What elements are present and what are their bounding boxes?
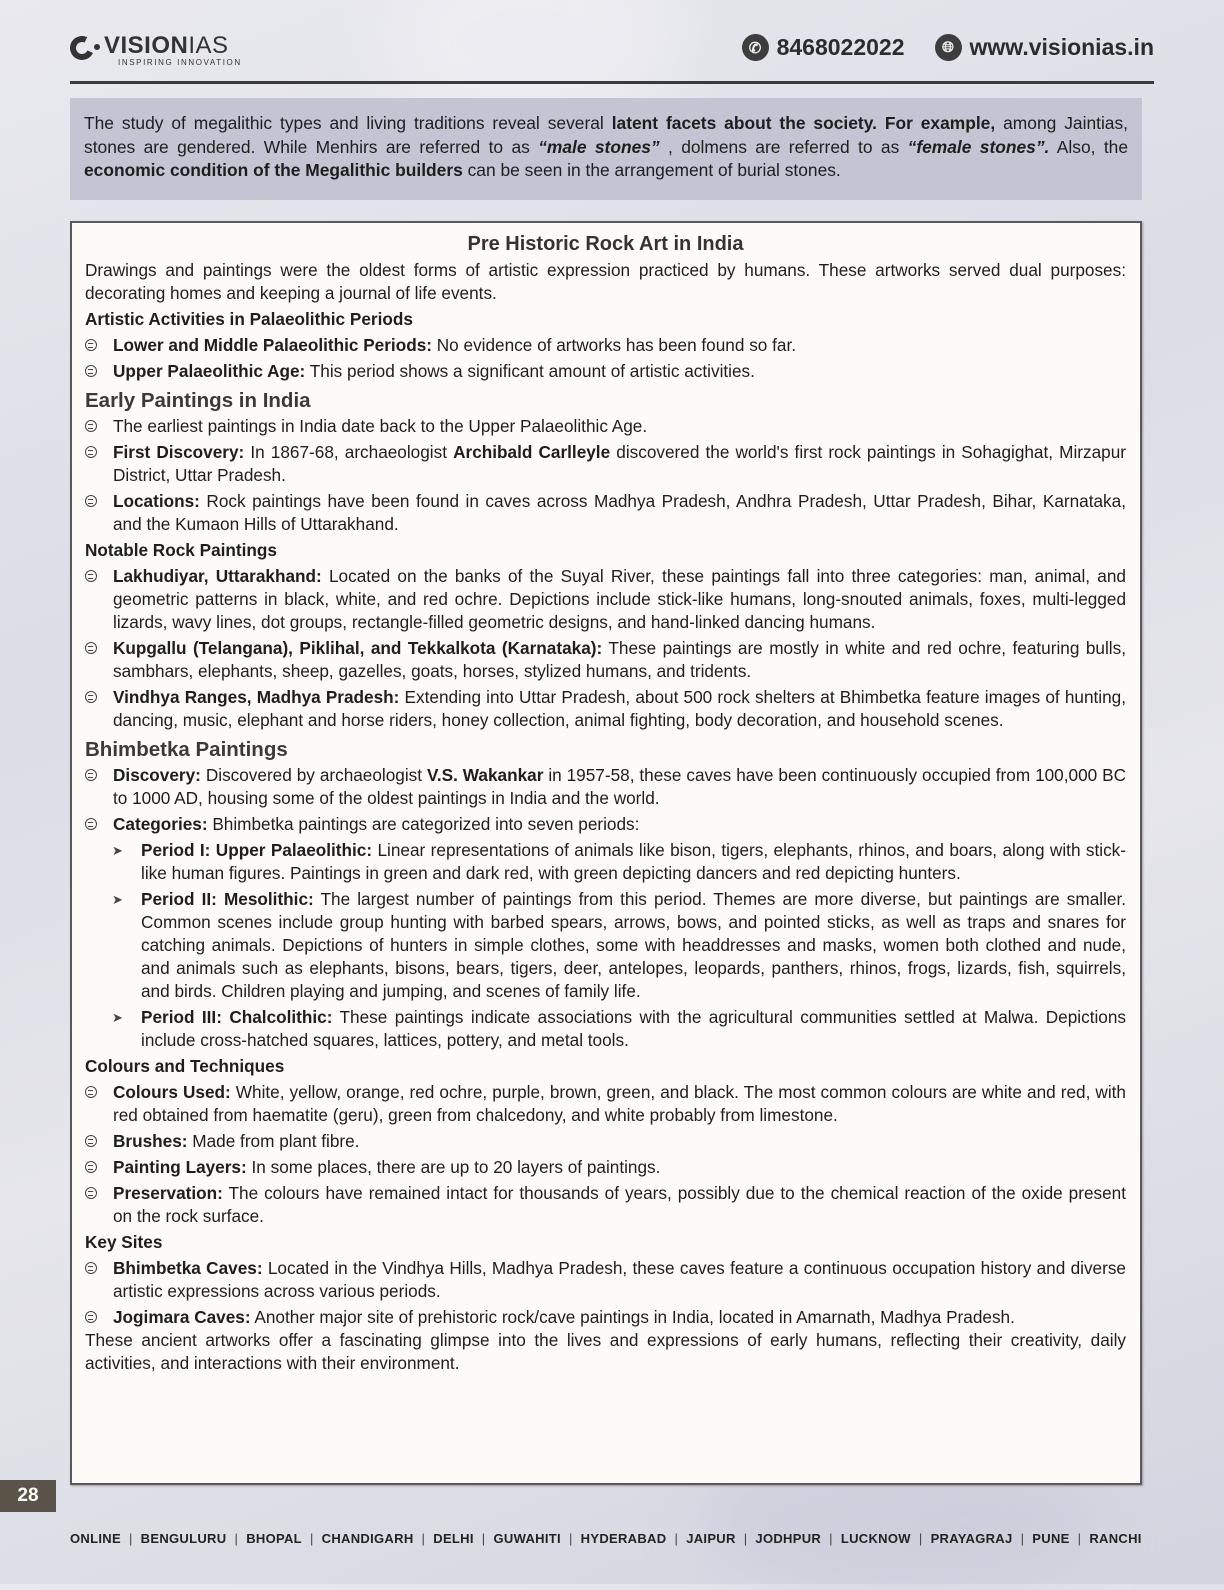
bullet-icon xyxy=(85,642,97,654)
intro-text: , dolmens are referred to as xyxy=(659,136,908,157)
item-label: Discovery: xyxy=(113,765,201,785)
intro-text: The study of megalithic types and living traditions reveal several xyxy=(84,113,612,133)
intro-bold: latent facets about the society. For example, xyxy=(611,113,996,133)
footer-city: ONLINE xyxy=(70,1531,121,1546)
item-text: The largest number of paintings from this period. Themes are more diverse, but paintings are smaller. Common scenes include group hunting with barbed spears, arrows, bows, and pointed sticks, as well as traps and snares for catching animals. Depictions of hunters in simple clothes, some with headdresses and masks, women both clothed and nude, and animals such as elephants, bisons, bears, tigers, deer, antelopes, leopards, panthers, rhinos, frogs, lizards, fish, squirrels, and birds. Children playing and jumping, and scenes of family life. xyxy=(141,889,1127,1001)
bullet-icon xyxy=(85,446,97,458)
item-text: Rock paintings have been found in caves across Madhya Pradesh, Andhra Pradesh, Uttar Pradesh, Bihar, Karnataka, and the Kumaon Hills of Uttarakhand. xyxy=(113,491,1126,534)
intro-bold-italic: “female stones”. xyxy=(907,136,1050,157)
item-label: Kupgallu (Telangana), Piklihal, and Tekkalkota (Karnataka): xyxy=(113,638,603,658)
footer-city: BENGULURU xyxy=(140,1531,227,1546)
intro-text: can be seen in the arrangement of burial stones. xyxy=(462,160,841,180)
item-text: The earliest paintings in India date back to the Upper Palaeolithic Age. xyxy=(113,416,648,436)
bullet-icon xyxy=(85,570,97,582)
footer-city: PUNE xyxy=(1032,1531,1070,1546)
subheading: Notable Rock Paintings xyxy=(85,540,277,560)
item-text: These paintings indicate associations with the agricultural communities settled at Malwa. Depictions include cross-hatched squares, lattices, pottery, and metal tools. xyxy=(141,1007,1126,1050)
footer-city: PRAYAGRAJ xyxy=(930,1531,1013,1546)
list-item xyxy=(85,565,1126,634)
item-label: Lakhudiyar, Uttarakhand: xyxy=(113,566,322,586)
closing-paragraph: These ancient artworks offer a fascinating glimpse into the lives and expressions of early humans, reflecting their creativity, daily activities, and interactions with their environment. xyxy=(85,1330,1126,1373)
item-text: discovered the world's first rock paintings in Sohagighat, Mirzapur District, Uttar Pradesh. xyxy=(113,442,1127,485)
item-label: Bhimbetka Caves: xyxy=(113,1258,263,1278)
list-item xyxy=(85,360,1126,383)
list-item xyxy=(85,1081,1126,1127)
footer-separator: | xyxy=(234,1531,239,1546)
item-label: Period II: Mesolithic: xyxy=(141,889,314,909)
brand-light: IAS xyxy=(188,32,229,59)
bullet-icon xyxy=(85,769,97,781)
list-item xyxy=(85,415,1126,438)
bullet-icon xyxy=(85,339,97,351)
footer-city: HYDERABAD xyxy=(580,1531,667,1546)
item-label: Locations: xyxy=(113,491,200,511)
intro-bold-italic: “male stones” xyxy=(538,136,660,157)
item-label: Painting Layers: xyxy=(113,1157,247,1177)
footer-separator: | xyxy=(481,1531,486,1546)
visionias-logo xyxy=(70,34,242,67)
intro-text: among Jaintias, stones are gendered. While Menhirs are referred to as xyxy=(84,113,1129,157)
list-item xyxy=(85,1306,1126,1329)
megalithic-intro-box xyxy=(70,98,1142,200)
footer-separator: | xyxy=(568,1531,573,1546)
item-text: in 1957-58, these caves have been continuously occupied from 100,000 BC to 1000 AD, housing some of the oldest paintings in India and the world. xyxy=(113,765,1127,808)
item-label: Colours Used: xyxy=(113,1082,231,1102)
footer-separator: | xyxy=(674,1531,679,1546)
logo-mark-icon xyxy=(70,34,100,62)
item-text: In some places, there are up to 20 layers of paintings. xyxy=(246,1157,661,1177)
section-title: Pre Historic Rock Art in India xyxy=(467,233,744,255)
footer-city: DELHI xyxy=(433,1531,474,1546)
footer-separator: | xyxy=(1077,1531,1082,1546)
item-text: Another major site of prehistoric rock/cave paintings in India, located in Amarnath, Madhya Pradesh. xyxy=(250,1307,1015,1327)
list-item xyxy=(85,441,1126,487)
footer-separator: | xyxy=(1020,1531,1025,1546)
bullet-icon xyxy=(85,818,97,830)
intro-text: Also, the xyxy=(1049,136,1128,157)
bullet-icon xyxy=(85,1311,97,1323)
item-label: First Discovery: xyxy=(113,442,245,462)
item-label: Jogimara Caves: xyxy=(113,1307,251,1327)
globe-icon: 🌐︎ xyxy=(935,34,962,61)
item-text: These paintings are mostly in white and red ochre, featuring bulls, sambhars, elephants, sheep, gazelles, goats, horses, stylized humans, and tridents. xyxy=(113,638,1126,681)
footer-separator: | xyxy=(421,1531,426,1546)
intro-paragraph: Drawings and paintings were the oldest forms of artistic expression practiced by humans. These artworks served dual purposes: decorating homes and keeping a journal of life events. xyxy=(85,260,1126,303)
page-header xyxy=(70,30,1154,84)
subheading: Key Sites xyxy=(85,1232,163,1252)
bullet-icon xyxy=(85,1161,97,1173)
item-text: The colours have remained intact for thousands of years, possibly due to the chemical reaction of the oxide present on the rock surface. xyxy=(113,1183,1126,1226)
bullet-icon xyxy=(85,365,97,377)
intro-bold: economic condition of the Megalithic builders xyxy=(84,160,463,180)
item-bold: Archibald Carlleyle xyxy=(453,442,611,462)
list-item xyxy=(85,490,1126,536)
footer-separator: | xyxy=(309,1531,314,1546)
brand-bold: VISION xyxy=(104,32,189,59)
footer-city: RANCHI xyxy=(1089,1531,1142,1546)
bullet-icon xyxy=(85,1187,97,1199)
list-item xyxy=(85,764,1126,810)
footer-separator: | xyxy=(128,1531,133,1546)
item-text: This period shows a significant amount of artistic activities. xyxy=(305,361,755,381)
header-divider xyxy=(70,81,1154,84)
footer-city: JAIPUR xyxy=(686,1531,736,1546)
list-item xyxy=(85,686,1126,732)
item-text: Linear representations of animals like bison, tigers, elephants, rhinos, and boars, along with stick-like human figures. Paintings in green and dark red, with green depicting dancers and red depicting hunters. xyxy=(141,840,1126,883)
footer-city: BHOPAL xyxy=(246,1531,302,1546)
item-text: Discovered by archaeologist xyxy=(200,765,427,785)
rock-art-content-box xyxy=(70,221,1142,1485)
item-label: Period III: Chalcolithic: xyxy=(141,1007,333,1027)
item-text: No evidence of artworks has been found so far. xyxy=(431,335,797,355)
item-text: Extending into Uttar Pradesh, about 500 rock shelters at Bhimbetka feature images of hunting, dancing, music, elephant and horse riders, honey collection, animal fighting, body decoration, and household scenes. xyxy=(113,687,1126,730)
contact-info xyxy=(742,34,1154,61)
item-label: Upper Palaeolithic Age: xyxy=(113,361,306,381)
item-label: Brushes: xyxy=(113,1131,188,1151)
footer-separator: | xyxy=(743,1531,748,1546)
sub-list-item xyxy=(85,839,1126,885)
list-item xyxy=(85,813,1126,836)
website-link[interactable]: www.visionias.in xyxy=(969,34,1154,60)
footer-city: GUWAHITI xyxy=(493,1531,561,1546)
item-text: Made from plant fibre. xyxy=(187,1131,360,1151)
item-text: In 1867-68, archaeologist xyxy=(244,442,454,462)
subheading: Artistic Activities in Palaeolithic Periods xyxy=(85,309,413,329)
sub-list-item xyxy=(85,1006,1126,1052)
bullet-icon xyxy=(85,1086,97,1098)
list-item xyxy=(85,1257,1126,1303)
arrow-bullet-icon: ➤ xyxy=(112,892,123,907)
bullet-icon xyxy=(85,691,97,703)
bullet-icon xyxy=(85,1262,97,1274)
item-text: Located in the Vindhya Hills, Madhya Pradesh, these caves feature a continuous occupation history and diverse artistic expressions across various periods. xyxy=(113,1258,1126,1301)
list-item xyxy=(85,1182,1126,1228)
section-heading: Bhimbetka Paintings xyxy=(85,738,288,761)
item-label: Period I: Upper Palaeolithic: xyxy=(141,840,373,860)
item-bold: V.S. Wakankar xyxy=(426,765,544,785)
footer-separator: | xyxy=(918,1531,923,1546)
footer-city: JODHPUR xyxy=(755,1531,822,1546)
item-text: Located on the banks of the Suyal River, these paintings fall into three categories: man, animal, and geometric patterns in black, white, and red ochre. Depictions include stick-like humans, long-snouted animals, foxes, multi-legged lizards, wavy lines, dot groups, rectangle-filled geometric designs, and hand-linked dancing humans. xyxy=(113,566,1126,632)
list-item xyxy=(85,637,1126,683)
arrow-bullet-icon: ➤ xyxy=(112,843,123,858)
item-label: Lower and Middle Palaeolithic Periods: xyxy=(113,335,432,355)
section-heading: Early Paintings in India xyxy=(85,389,311,412)
arrow-bullet-icon: ➤ xyxy=(112,1010,123,1025)
item-label: Categories: xyxy=(113,814,208,834)
footer-city: LUCKNOW xyxy=(840,1531,911,1546)
sub-list-item xyxy=(85,888,1126,1003)
bullet-icon xyxy=(85,495,97,507)
item-text: White, yellow, orange, red ochre, purple, brown, green, and black. The most common colours are white and red, with red obtained from haematite (geru), green from chalcedony, and white probably from limestone. xyxy=(113,1082,1126,1125)
item-text: Bhimbetka paintings are categorized into seven periods: xyxy=(207,814,640,834)
bullet-icon xyxy=(85,420,97,432)
phone-icon: ✆ xyxy=(742,34,769,61)
footer-cities xyxy=(70,1531,1142,1546)
bullet-icon xyxy=(85,1135,97,1147)
list-item xyxy=(85,1156,1126,1179)
footer-city: CHANDIGARH xyxy=(321,1531,414,1546)
page-number: 28 xyxy=(0,1480,56,1512)
brand-tagline: INSPIRING INNOVATION xyxy=(118,58,242,67)
subheading: Colours and Techniques xyxy=(85,1056,285,1076)
phone-number[interactable]: 8468022022 xyxy=(776,34,905,60)
footer-separator: | xyxy=(829,1531,833,1546)
item-label: Vindhya Ranges, Madhya Pradesh: xyxy=(113,687,400,707)
list-item xyxy=(85,334,1126,357)
item-label: Preservation: xyxy=(113,1183,223,1203)
list-item xyxy=(85,1130,1126,1153)
